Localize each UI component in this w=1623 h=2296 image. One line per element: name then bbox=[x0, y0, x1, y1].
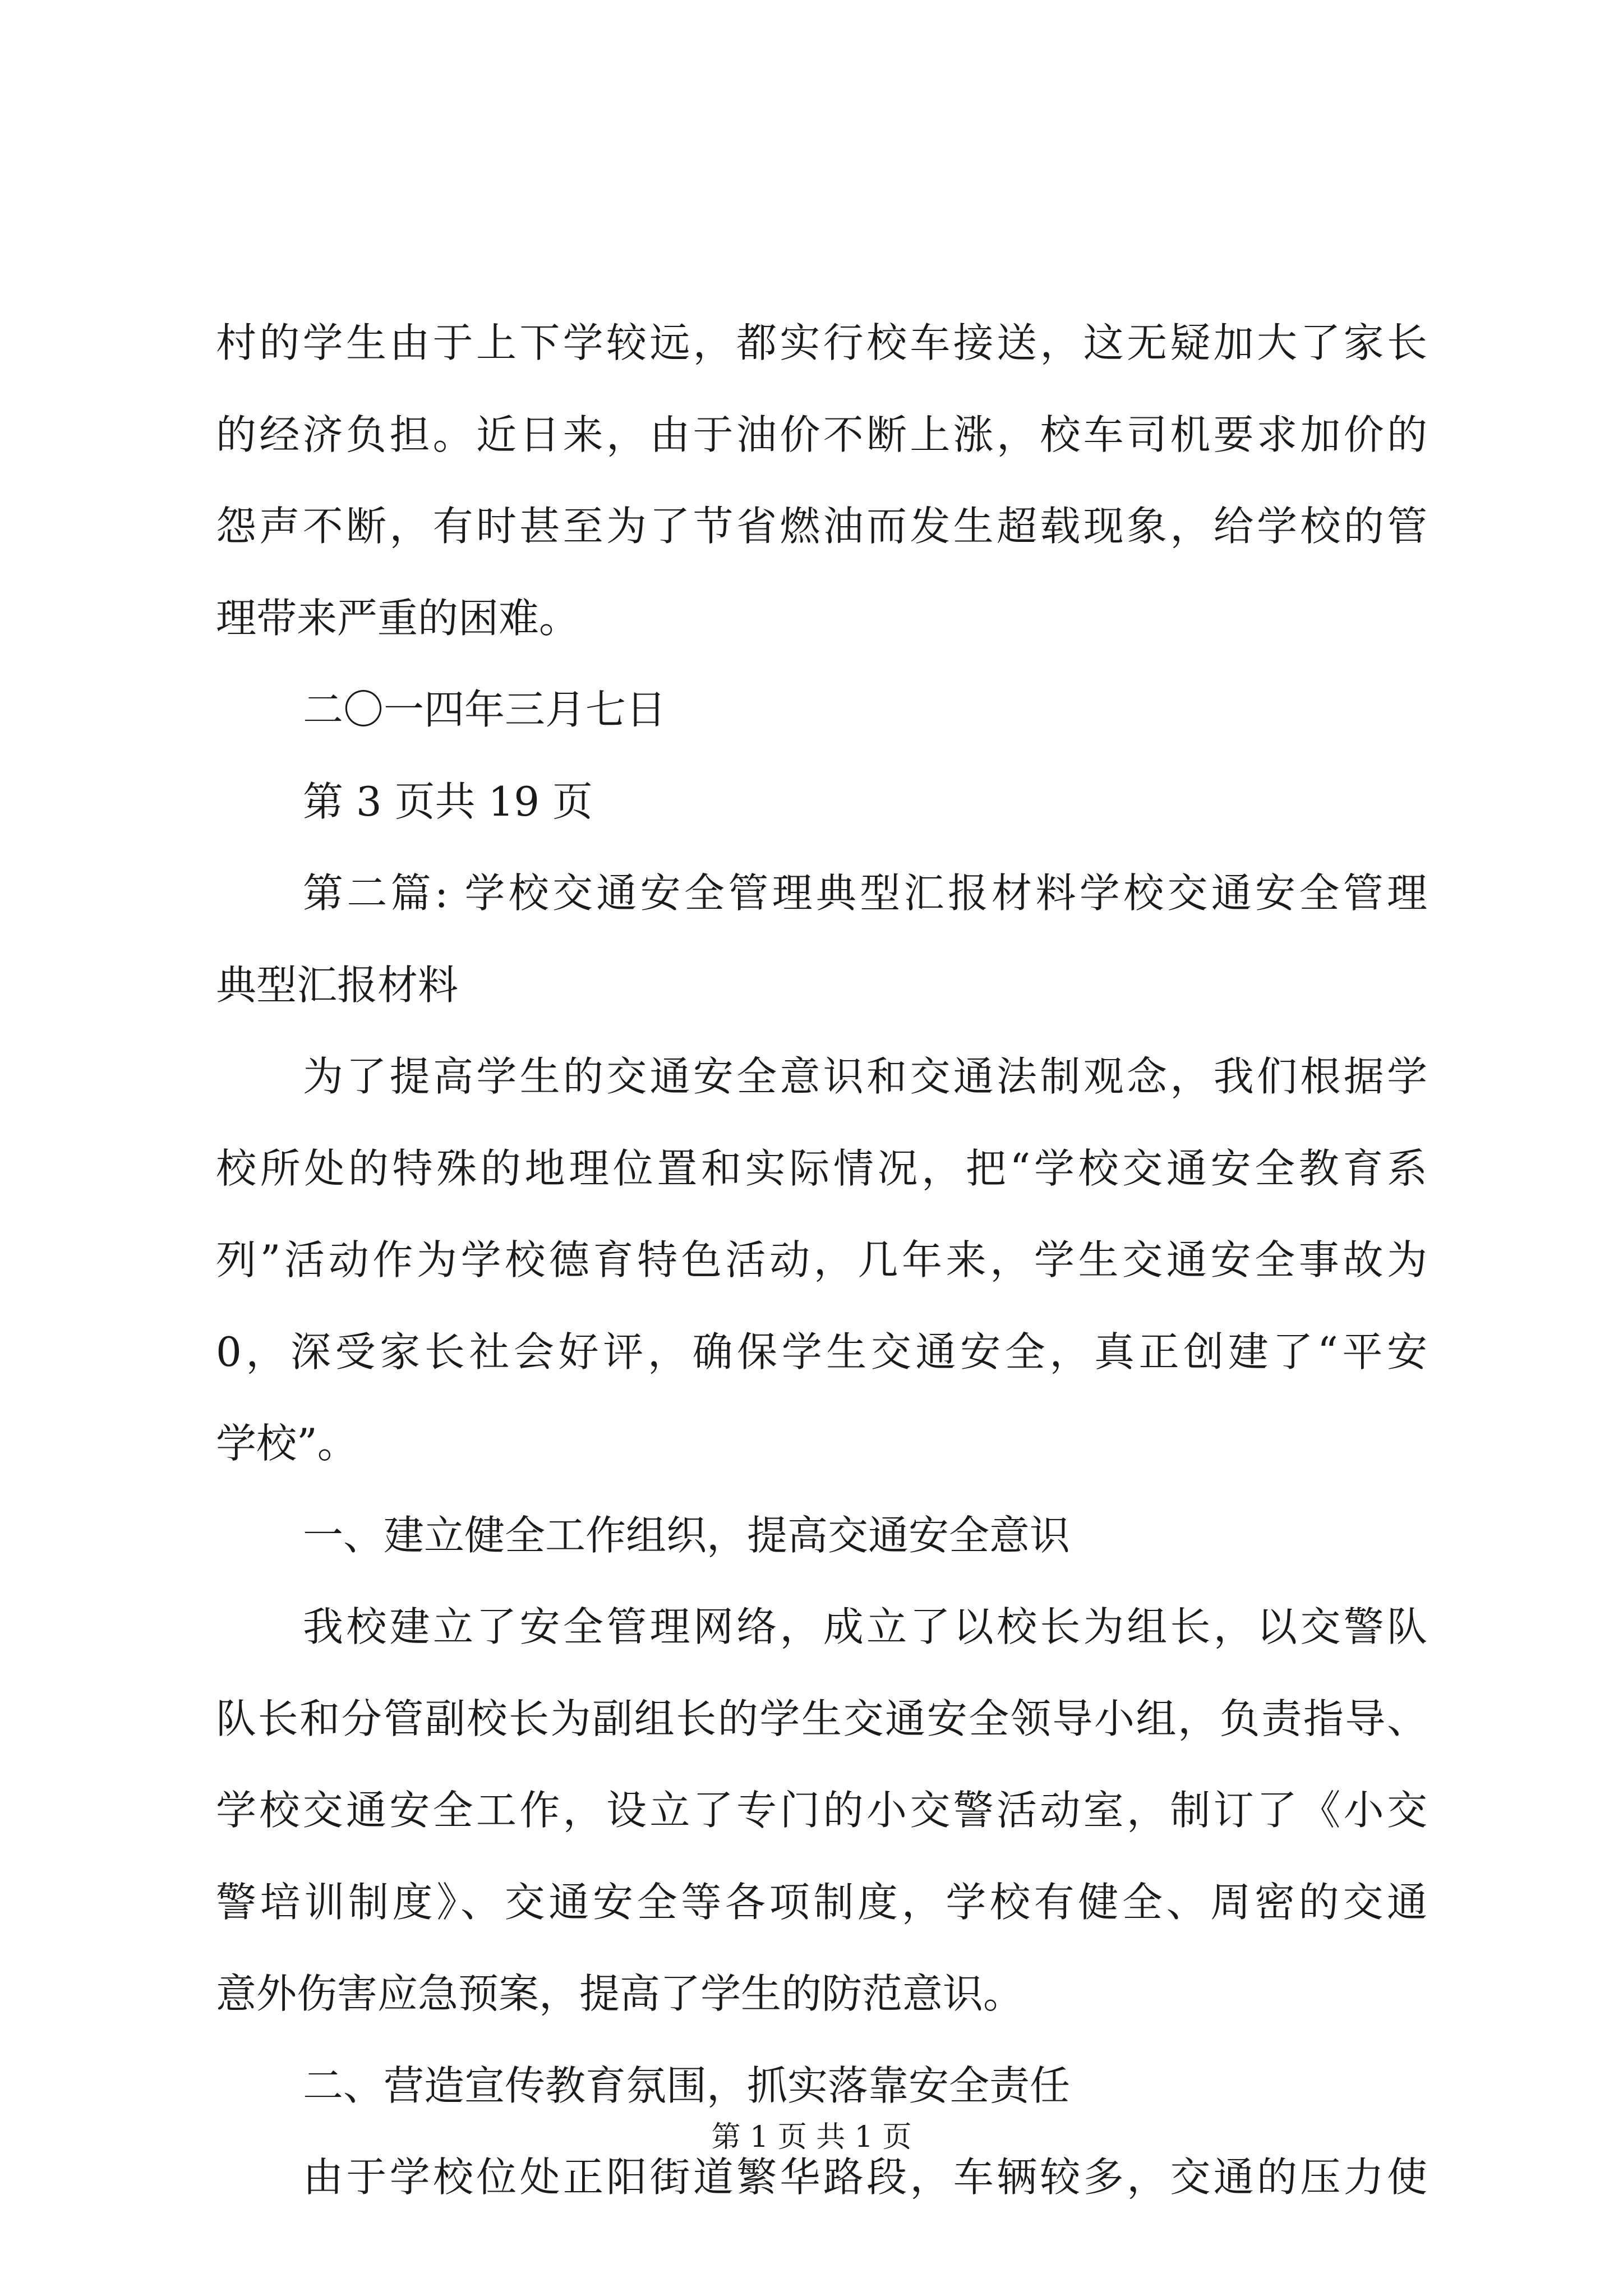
paragraph-line: 我校建立了安全管理网络，成立了以校长为组长，以交警队 bbox=[303, 1603, 1427, 1650]
paragraph-line: 0，深受家长社会好评，确保学生交通安全，真正创建了“平安 bbox=[216, 1328, 1427, 1375]
text-line: 村的学生由于上下学较远，都实行校车接送，这无疑加大了家长 bbox=[216, 319, 1427, 366]
paragraph-line: 学校交通安全工作，设立了专门的小交警活动室，制订了《小交 bbox=[216, 1787, 1427, 1834]
document-body bbox=[216, 297, 1427, 2224]
paragraph-line: 队长和分管副校长为副组长的学生交通安全领导小组，负责指导、 bbox=[216, 1695, 1427, 1742]
paragraph-line: 为了提高学生的交通安全意识和交通法制观念，我们根据学 bbox=[303, 1053, 1427, 1100]
paragraph-line: 意外伤害应急预案，提高了学生的防范意识。 bbox=[216, 1970, 1024, 2017]
text-line: 理带来严重的困难。 bbox=[216, 594, 580, 642]
date-line: 二〇一四年三月七日 bbox=[303, 686, 667, 733]
paragraph-line: 警培训制度》、交通安全等各项制度，学校有健全、周密的交通 bbox=[216, 1878, 1427, 1926]
page-footer: 第 1 页 共 1 页 bbox=[711, 2120, 912, 2154]
section-title: 第二篇: 学校交通安全管理典型汇报材料学校交通安全管理 bbox=[303, 869, 1427, 917]
text-line: 怨声不断，有时甚至为了节省燃油而发生超载现象，给学校的管 bbox=[216, 503, 1427, 550]
section-title-continued: 典型汇报材料 bbox=[216, 961, 459, 1009]
paragraph-line: 学校”。 bbox=[216, 1420, 358, 1467]
paragraph-line: 由于学校位处正阳街道繁华路段，车辆较多，交通的压力使 bbox=[303, 2154, 1427, 2201]
paragraph-line: 列”活动作为学校德育特色活动，几年来，学生交通安全事故为 bbox=[216, 1236, 1427, 1283]
heading-two: 二、营造宣传教育氛围，抓实落靠安全责任 bbox=[303, 2062, 1071, 2109]
text-line: 的经济负担。近日来，由于油价不断上涨，校车司机要求加价的 bbox=[216, 411, 1427, 458]
heading-one: 一、建立健全工作组织，提高交通安全意识 bbox=[303, 1511, 1071, 1559]
page-count-line: 第 3 页共 19 页 bbox=[303, 777, 593, 825]
paragraph-line: 校所处的特殊的地理位置和实际情况，把“学校交通安全教育系 bbox=[216, 1144, 1427, 1192]
